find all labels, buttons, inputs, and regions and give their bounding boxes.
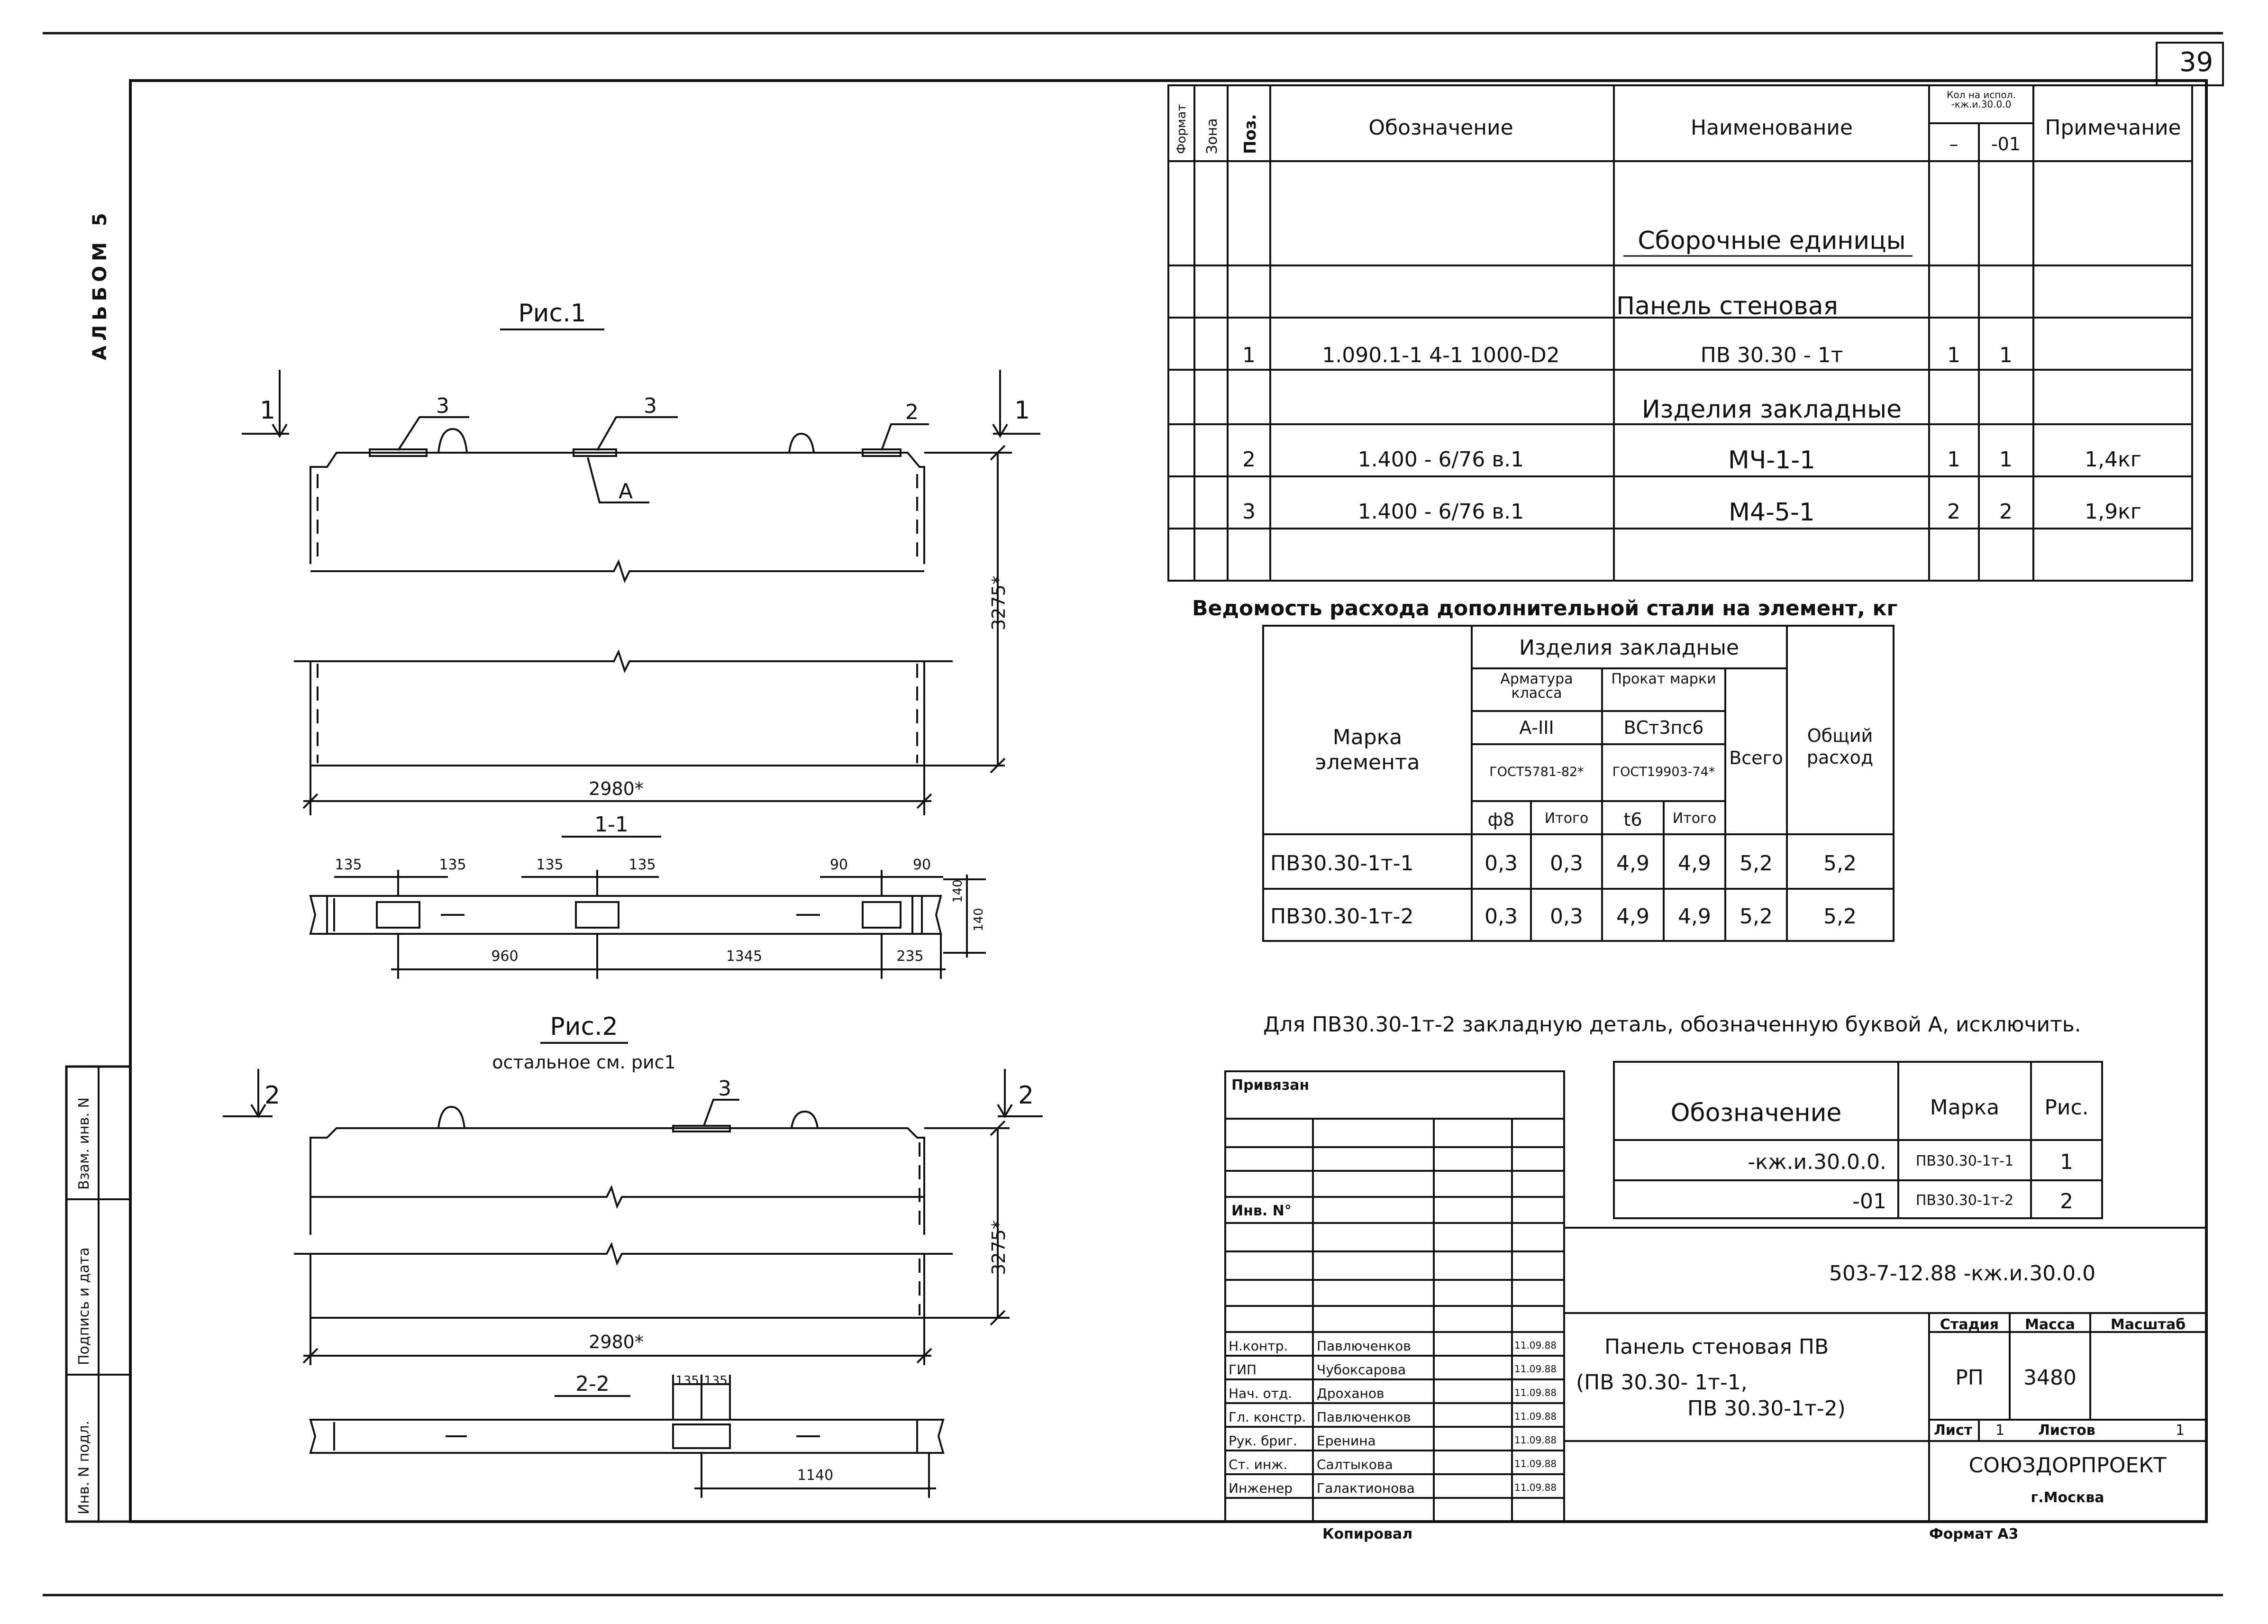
spec-header-zone: Зона	[1204, 118, 1221, 154]
steel-header-mark: Марка элемента	[1315, 725, 1420, 775]
title-block-mass-label: Масса	[2025, 1316, 2075, 1333]
format-label: Формат А3	[1929, 1526, 2019, 1542]
variants-row-designation: -01	[1852, 1189, 1886, 1213]
steel-header-rebar: Арматура класса	[1500, 671, 1573, 702]
title-block-stage-label: Стадия	[1940, 1316, 1999, 1333]
steel-header-t6: t6	[1623, 809, 1642, 830]
sig-name: Павлюченков	[1317, 1338, 1411, 1354]
fig1-width-dim: 2980*	[589, 778, 644, 799]
sig-name: Чубоксарова	[1317, 1362, 1406, 1378]
spec-row-heading-assemblies: Сборочные единицы	[1638, 227, 1906, 255]
variants-header-fig: Рис.	[2044, 1095, 2089, 1120]
steel-row-total-rolled: 4,9	[1678, 904, 1711, 929]
spec-row-qty-base: 1	[1947, 447, 1960, 472]
document-code: 503-7-12.88 -кж.и.30.0.0	[1829, 1261, 2096, 1286]
sig-date: 11.09.88	[1514, 1340, 1557, 1351]
spec-row-qty-01: 1	[1999, 447, 2013, 472]
sig-role: Гл. констр.	[1229, 1409, 1306, 1425]
sig-role: Рук. бриг.	[1229, 1433, 1298, 1449]
fig1-title: Рис.1	[518, 299, 586, 328]
album-label: АЛЬБОМ 5	[89, 208, 111, 360]
spec-header-qty-base: –	[1949, 134, 1958, 155]
fig2-dim: 135	[675, 1374, 699, 1388]
steel-row-all: 5,2	[1740, 851, 1773, 876]
fig1-dim: 90	[912, 857, 931, 873]
spec-row-pos: 3	[1242, 500, 1256, 524]
page-number: 39	[2179, 47, 2213, 78]
sig-name: Еренина	[1317, 1433, 1376, 1449]
title-block-linked: Привязан	[1231, 1077, 1310, 1094]
variants-header-designation: Обозначение	[1670, 1099, 1842, 1127]
fig1-section-mark-right: 1	[1014, 396, 1030, 425]
fig2-section-title: 2-2	[575, 1372, 610, 1396]
side-stamp-original-inv: Инв. N подл.	[76, 1420, 92, 1515]
steel-row-t6: 4,9	[1616, 904, 1649, 929]
fig1-dim: 135	[439, 857, 466, 873]
sig-role: Н.контр.	[1229, 1338, 1288, 1354]
fig2-height-dim: 3275*	[988, 1220, 1009, 1275]
note-text: Для ПВ30.30-1т-2 закладную деталь, обозначенную буквой А, исключить.	[1263, 1013, 2081, 1037]
steel-header-gost-rolled: ГОСТ19903-74*	[1612, 765, 1715, 779]
spec-row-qty-01: 1	[1999, 343, 2013, 367]
sig-date: 11.09.88	[1514, 1387, 1557, 1398]
sig-name: Дроханов	[1317, 1386, 1384, 1401]
fig1-callout-2: 2	[905, 400, 919, 424]
fig1-dim-right: 140	[972, 908, 986, 931]
spec-row-pos: 1	[1242, 343, 1256, 367]
steel-row-mark: ПВ30.30-1т-2	[1270, 904, 1414, 929]
steel-header-rebar-class: А-III	[1519, 717, 1554, 738]
organization-name: СОЮЗДОРПРОЕКТ	[1968, 1453, 2167, 1478]
spec-row-pos: 2	[1242, 447, 1256, 472]
sig-name: Галактионова	[1317, 1480, 1415, 1496]
title-block-sheets-label: Листов	[2038, 1422, 2095, 1439]
fig1-dim: 135	[536, 857, 564, 873]
steel-row-d8: 0,3	[1485, 904, 1518, 929]
title-line-3: ПВ 30.30-1т-2)	[1687, 1396, 1846, 1421]
spec-row-name: М4-5-1	[1729, 498, 1815, 527]
steel-header-total-rebar: Итого	[1544, 810, 1589, 827]
steel-row-overall: 5,2	[1823, 904, 1857, 929]
title-line-1: Панель стеновая ПВ	[1604, 1335, 1829, 1359]
sig-role: Инженер	[1229, 1480, 1293, 1496]
sig-role: ГИП	[1229, 1362, 1257, 1378]
spec-header-qty: Кол на испол. -кж.и.30.0.0	[1947, 89, 2016, 110]
spec-header-name: Наименование	[1691, 116, 1853, 140]
sig-date: 11.09.88	[1514, 1411, 1557, 1422]
sig-role: Нач. отд.	[1229, 1386, 1293, 1401]
fig1-dim-right: 140	[951, 879, 965, 903]
fig2-callout-3: 3	[718, 1077, 731, 1101]
spec-row-panel-label: Панель стеновая	[1616, 292, 1838, 320]
sig-date: 11.09.88	[1514, 1482, 1557, 1493]
variants-header-mark: Марка	[1930, 1095, 2000, 1120]
steel-row-total-rolled: 4,9	[1678, 851, 1711, 876]
spec-row-designation: 1.090.1-1 4-1 1000-D2	[1322, 343, 1560, 367]
title-line-2: (ПВ 30.30- 1т-1,	[1576, 1370, 1748, 1395]
variants-row-mark: ПВ30.30-1т-2	[1915, 1192, 2014, 1209]
steel-header-d8: ф8	[1487, 809, 1515, 830]
fig1-dim-bottom: 235	[896, 948, 924, 965]
steel-header-overall: Общий расход	[1806, 725, 1874, 768]
sig-name: Павлюченков	[1317, 1409, 1411, 1425]
fig2-section-mark-right: 2	[1018, 1081, 1034, 1110]
fig1-callout-a: A	[619, 479, 633, 503]
variants-row-designation: -кж.и.30.0.0.	[1748, 1150, 1886, 1174]
fig1-dim-bottom: 960	[491, 948, 519, 965]
spec-header-format: Формат	[1175, 104, 1189, 154]
title-block-mass: 3480	[2023, 1366, 2077, 1390]
fig1-dim-bottom: 1345	[726, 948, 763, 965]
spec-header-qty-01: -01	[1991, 134, 2021, 155]
fig1-section-title: 1-1	[594, 812, 628, 837]
copied-label: Копировал	[1322, 1526, 1413, 1542]
title-block-sheet-label: Лист	[1934, 1422, 1973, 1439]
steel-header-embedded: Изделия закладные	[1519, 636, 1739, 660]
sig-role: Ст. инж.	[1229, 1457, 1288, 1472]
spec-row-designation: 1.400 - 6/76 в.1	[1357, 447, 1524, 472]
fig1-dim: 90	[829, 857, 848, 873]
steel-header-rolled-grade: ВСт3пс6	[1623, 717, 1704, 738]
fig2-width-dim: 2980*	[589, 1332, 644, 1352]
sig-date: 11.09.88	[1514, 1363, 1557, 1375]
fig2-dim-bottom: 1140	[797, 1467, 834, 1484]
steel-header-all: Всего	[1729, 748, 1783, 768]
steel-row-mark: ПВ30.30-1т-1	[1270, 851, 1414, 876]
fig1-callout-3b: 3	[644, 394, 657, 418]
steel-row-t6: 4,9	[1616, 851, 1649, 876]
fig1-callout-3a: 3	[436, 394, 449, 418]
spec-header-note: Примечание	[2045, 116, 2181, 140]
variants-row-fig: 1	[2060, 1150, 2073, 1174]
steel-table-title: Ведомость расхода дополнительной стали на элемент, кг	[1192, 596, 1898, 620]
title-block-scale-label: Масштаб	[2110, 1316, 2186, 1333]
variants-row-fig: 2	[2060, 1189, 2073, 1213]
steel-row-total-rebar: 0,3	[1550, 851, 1583, 876]
spec-row-name: МЧ-1-1	[1728, 446, 1816, 474]
fig2-dim: 135	[704, 1374, 728, 1388]
fig1-height-dim: 3275*	[988, 575, 1009, 630]
sig-date: 11.09.88	[1514, 1458, 1557, 1469]
steel-row-d8: 0,3	[1485, 851, 1518, 876]
spec-row-note: 1,4кг	[2085, 447, 2141, 472]
fig1-dim: 135	[628, 857, 656, 873]
steel-row-overall: 5,2	[1823, 851, 1857, 876]
fig1-section-mark-left: 1	[260, 396, 276, 425]
fig2-subtitle: остальное см. рис1	[492, 1052, 676, 1073]
sig-name: Салтыкова	[1317, 1457, 1393, 1472]
title-block-stage: РП	[1955, 1366, 1984, 1390]
variants-row-mark: ПВ30.30-1т-1	[1915, 1153, 2014, 1169]
steel-header-gost-rebar: ГОСТ5781-82*	[1489, 765, 1584, 779]
spec-row-qty-base: 1	[1947, 343, 1960, 367]
spec-row-qty-base: 2	[1947, 500, 1960, 524]
spec-header-designation: Обозначение	[1368, 116, 1513, 140]
steel-row-all: 5,2	[1740, 904, 1773, 929]
title-block-sheet-value: 1	[1995, 1422, 2005, 1439]
spec-row-name: ПВ 30.30 - 1т	[1700, 343, 1843, 367]
steel-header-rolled: Прокат марки	[1611, 671, 1716, 687]
steel-header-total-rolled: Итого	[1672, 810, 1717, 827]
spec-row-heading-embedded: Изделия закладные	[1641, 395, 1902, 424]
title-block-inv-no: Инв. N°	[1231, 1203, 1292, 1219]
spec-row-designation: 1.400 - 6/76 в.1	[1357, 500, 1524, 524]
sig-date: 11.09.88	[1514, 1434, 1557, 1446]
title-block-sheets-value: 1	[2176, 1422, 2185, 1439]
steel-row-total-rebar: 0,3	[1550, 904, 1583, 929]
fig2-section-mark-left: 2	[264, 1081, 281, 1110]
side-stamp-replaced-inv: Взам. инв. N	[76, 1097, 92, 1190]
spec-row-note: 1,9кг	[2085, 500, 2141, 524]
spec-header-pos: Поз.	[1241, 114, 1260, 154]
side-stamp-signature-date: Подпись и дата	[76, 1247, 92, 1365]
fig2-title: Рис.2	[550, 1013, 618, 1041]
fig1-dim: 135	[335, 857, 362, 873]
organization-city: г.Москва	[2031, 1489, 2104, 1506]
spec-row-qty-01: 2	[1999, 500, 2013, 524]
